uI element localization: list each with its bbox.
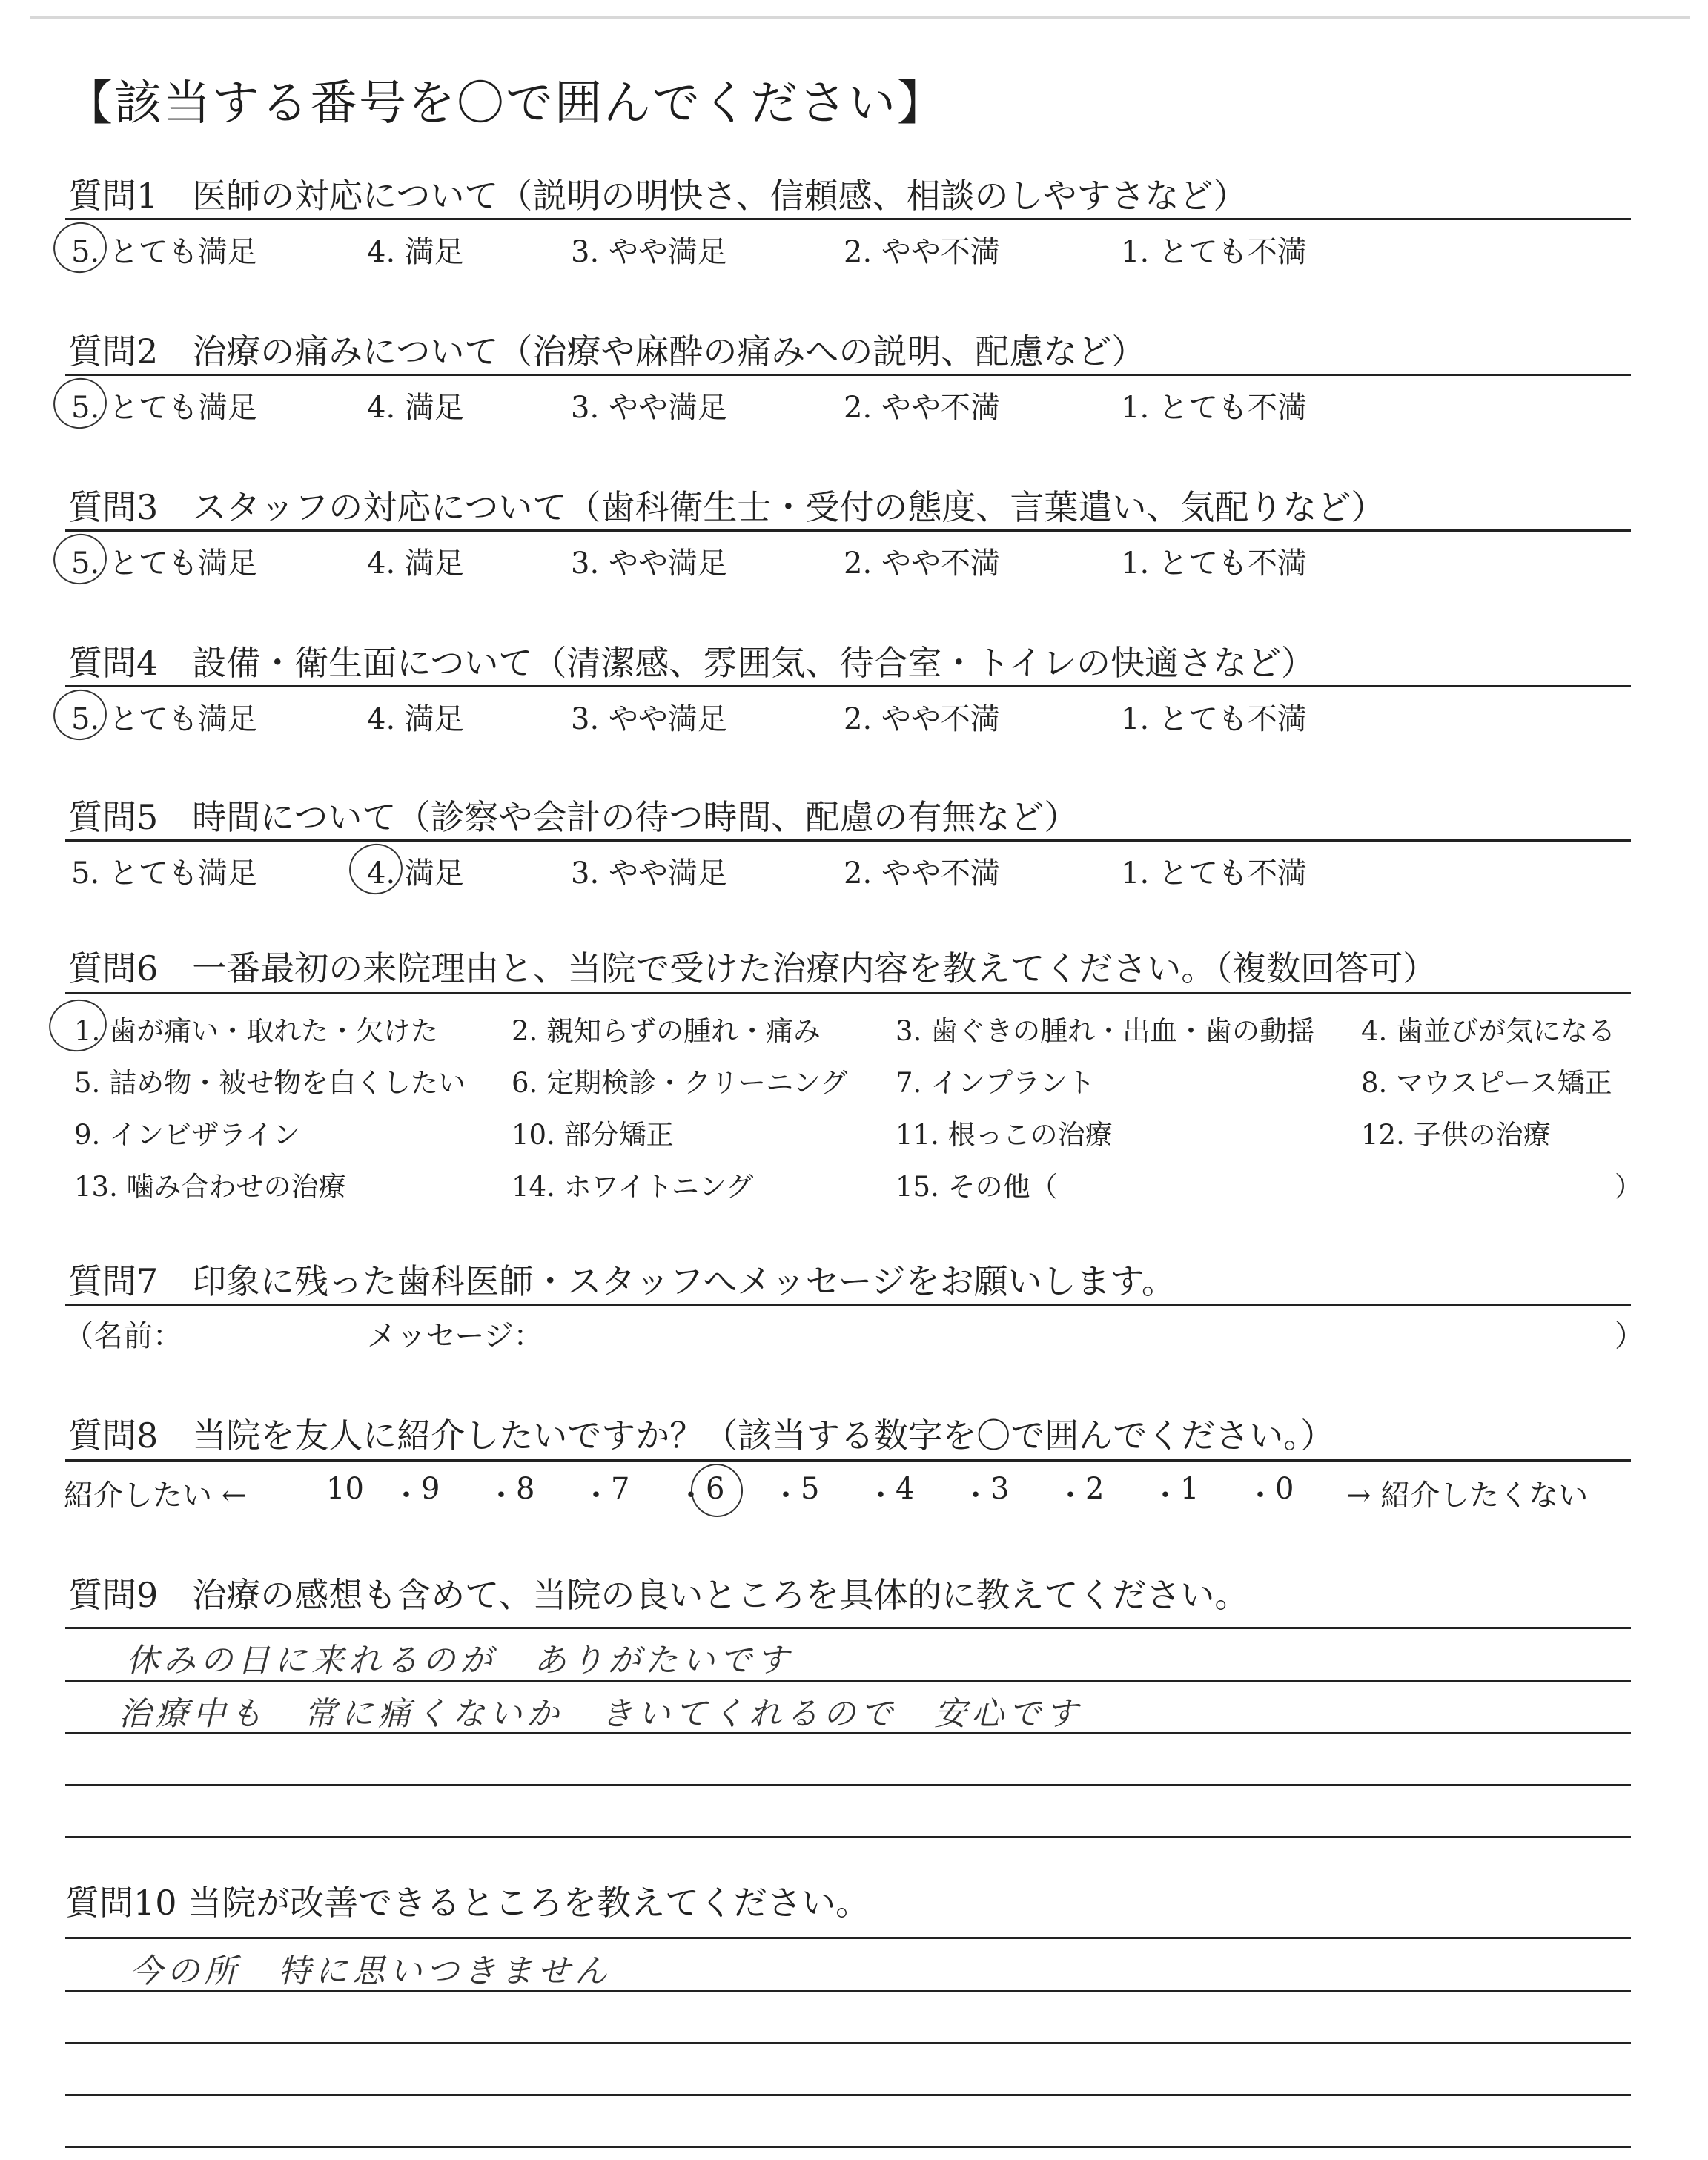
q6-option-1: 1. 歯が痛い・取れた・欠けた <box>74 1015 439 1047</box>
q9-answer-line-1: 休みの日に来れるのが ありがたいです <box>126 1642 793 1680</box>
q8-scale-8: 8 <box>516 1472 535 1506</box>
q4-rule <box>65 685 1631 687</box>
q8-scale-7: 7 <box>611 1472 630 1506</box>
q2-option-1: 1. とても不満 <box>1121 391 1307 425</box>
q6-option-15: 15. その他（ <box>896 1171 1058 1203</box>
q7-rule <box>65 1304 1631 1306</box>
q1-option-2: 2. やや不満 <box>844 235 1000 269</box>
q6-rule <box>65 992 1631 994</box>
q2-title: 質問2 治療の痛みについて（治療や麻酔の痛みへの説明、配慮など） <box>68 331 1146 371</box>
form-header: 【該当する番号を〇で囲んでください】 <box>65 76 946 131</box>
q5-option-4: 4. 満足 <box>367 856 464 891</box>
q6-title: 質問6 一番最初の来院理由と、当院で受けた治療内容を教えてください。（複数回答可） <box>68 948 1437 988</box>
q2-option-4: 4. 満足 <box>367 391 464 425</box>
q8-scale-0: 0 <box>1275 1472 1294 1506</box>
q2-option-5: 5. とても満足 <box>71 391 257 425</box>
q4-title: 質問4 設備・衛生面について（清潔感、雰囲気、待合室・トイレの快適さなど） <box>68 643 1316 683</box>
q9-title: 質問9 治療の感想も含めて、当院の良いところを具体的に教えてください。 <box>68 1575 1249 1615</box>
scan-top-edge <box>30 16 1690 19</box>
q3-option-5: 5. とても満足 <box>71 546 257 581</box>
q1-rule <box>65 218 1631 220</box>
q6-option-5: 5. 詰め物・被せ物を白くしたい <box>74 1067 466 1099</box>
q5-title: 質問5 時間について（診察や会計の待つ時間、配慮の有無など） <box>68 797 1079 837</box>
q8-scale-dot: ・ <box>581 1479 611 1513</box>
q10-line-5 <box>65 2146 1631 2148</box>
q10-title: 質問10 当院が改善できるところを教えてください。 <box>65 1883 870 1923</box>
q1-option-3: 3. やや満足 <box>571 235 727 269</box>
q5-option-3: 3. やや満足 <box>571 856 727 891</box>
q10-line-3 <box>65 2042 1631 2044</box>
q6-option-13: 13. 噛み合わせの治療 <box>74 1171 346 1203</box>
q6-option-7: 7. インプラント <box>896 1067 1096 1099</box>
q6-option-10: 10. 部分矯正 <box>512 1119 674 1151</box>
q8-scale-dot: ・ <box>486 1479 516 1513</box>
q8-left-label: 紹介したい ← <box>64 1479 247 1513</box>
q2-option-2: 2. やや不満 <box>844 391 1000 425</box>
q2-rule <box>65 374 1631 376</box>
q4-option-3: 3. やや満足 <box>571 702 727 736</box>
q3-option-2: 2. やや不満 <box>844 546 1000 581</box>
q6-option-2: 2. 親知らずの腫れ・痛み <box>512 1015 821 1047</box>
q5-rule <box>65 839 1631 842</box>
q8-scale-5: 5 <box>801 1472 820 1506</box>
q8-scale-6: 6 <box>706 1472 725 1506</box>
q6-option-6: 6. 定期検診・クリーニング <box>512 1067 848 1099</box>
q7-message-label: メッセージ： <box>367 1319 543 1353</box>
q7-close-paren: ） <box>1615 1319 1644 1353</box>
q1-title: 質問1 医師の対応について（説明の明快さ、信頼感、相談のしやすさなど） <box>68 176 1248 216</box>
q8-scale-dot: ・ <box>1245 1479 1275 1513</box>
q5-option-2: 2. やや不満 <box>844 856 1000 891</box>
q8-scale-dot: ・ <box>961 1479 990 1513</box>
q8-scale-dot: ・ <box>771 1479 801 1513</box>
q8-scale-dot: ・ <box>391 1479 421 1513</box>
q9-answer-line-2: 治療中も 常に痛くないか きいてくれるので 安心です <box>119 1695 1082 1733</box>
q9-line-5 <box>65 1836 1631 1838</box>
q10-answer-line-1: 今の所 特に思いつきません <box>130 1952 612 1990</box>
q8-scale-dot: ・ <box>1151 1479 1180 1513</box>
q3-option-4: 4. 満足 <box>367 546 464 581</box>
q8-scale-2: 2 <box>1085 1472 1105 1506</box>
q8-scale-1: 1 <box>1180 1472 1199 1506</box>
q9-line-1 <box>65 1627 1631 1629</box>
q8-scale-dot: ・ <box>1056 1479 1085 1513</box>
q8-scale-10: 10 <box>326 1472 364 1506</box>
q6-option-12: 12. 子供の治療 <box>1361 1119 1551 1151</box>
q7-title: 質問7 印象に残った歯科医師・スタッフへメッセージをお願いします。 <box>68 1261 1176 1301</box>
q8-scale-4: 4 <box>896 1472 915 1506</box>
q3-rule <box>65 529 1631 532</box>
q6-option-8: 8. マウスピース矯正 <box>1361 1067 1612 1099</box>
q10-line-1 <box>65 1937 1631 1939</box>
q4-option-2: 2. やや不満 <box>844 702 1000 736</box>
q8-title: 質問8 当院を友人に紹介したいですか？（該当する数字を〇で囲んでください。） <box>68 1416 1335 1456</box>
q8-scale-9: 9 <box>421 1472 440 1506</box>
q3-title: 質問3 スタッフの対応について（歯科衛生士・受付の態度、言葉遣い、気配りなど） <box>68 487 1386 527</box>
q5-option-5: 5. とても満足 <box>71 856 257 891</box>
q8-scale-dot: ・ <box>866 1479 896 1513</box>
q3-option-1: 1. とても不満 <box>1121 546 1307 581</box>
q6-option-9: 9. インビザライン <box>74 1119 300 1151</box>
q1-option-4: 4. 満足 <box>367 235 464 269</box>
q6-option-3: 3. 歯ぐきの腫れ・出血・歯の動揺 <box>896 1015 1315 1047</box>
q1-option-5: 5. とても満足 <box>71 235 257 269</box>
q6-option-11: 11. 根っこの治療 <box>896 1119 1113 1151</box>
q3-option-3: 3. やや満足 <box>571 546 727 581</box>
q8-scale-dot: ・ <box>676 1479 706 1513</box>
q7-name-label: （名前： <box>64 1319 182 1353</box>
q6-option-14: 14. ホワイトニング <box>512 1171 754 1203</box>
q8-rule <box>65 1459 1631 1462</box>
q5-option-1: 1. とても不満 <box>1121 856 1307 891</box>
q2-option-3: 3. やや満足 <box>571 391 727 425</box>
q10-line-4 <box>65 2094 1631 2096</box>
q8-scale-3: 3 <box>990 1472 1010 1506</box>
q6-option-4: 4. 歯並びが気になる <box>1361 1015 1616 1047</box>
q1-option-1: 1. とても不満 <box>1121 235 1307 269</box>
q9-line-4 <box>65 1784 1631 1786</box>
q8-right-label: → 紹介したくない <box>1346 1479 1589 1513</box>
q6-option-16: ） <box>1615 1171 1642 1203</box>
q4-option-5: 5. とても満足 <box>71 702 257 736</box>
q4-option-1: 1. とても不満 <box>1121 702 1307 736</box>
q4-option-4: 4. 満足 <box>367 702 464 736</box>
